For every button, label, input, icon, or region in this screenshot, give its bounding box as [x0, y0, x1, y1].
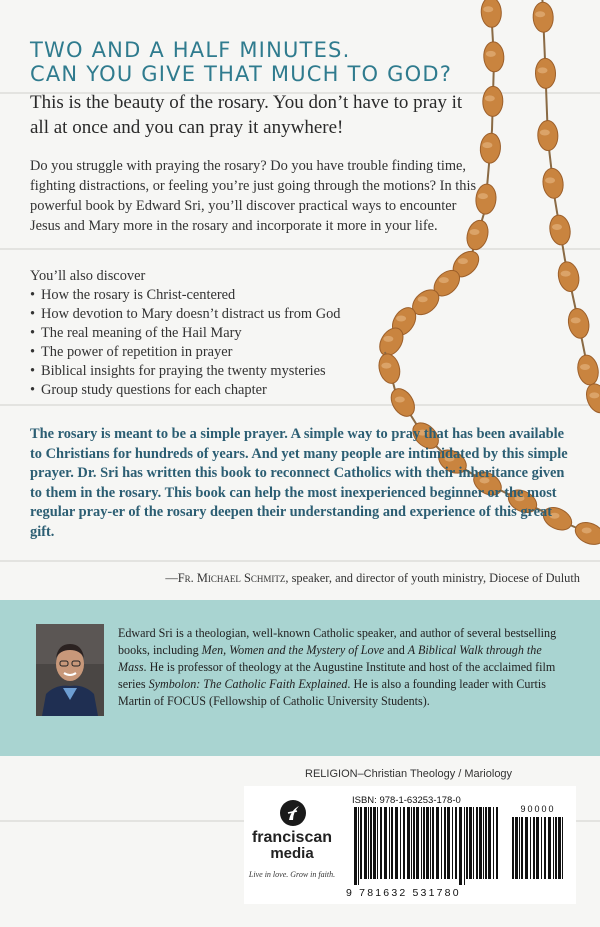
bio-text-3: . He is professor of theology at the Augustine Institute and host of the acclaimed film series	[118, 660, 556, 691]
rosary-bead	[483, 41, 505, 72]
price-barcode	[510, 817, 566, 887]
isbn-label: ISBN: 978-1-63253-178-0	[352, 795, 461, 806]
bio-text-2: and	[384, 643, 408, 657]
list-item: • How devotion to Mary doesn’t distract us from God	[30, 305, 450, 324]
bio-series-title: Symbolon: The Catholic Faith Explained	[148, 677, 348, 691]
price-code: 90000	[520, 804, 556, 814]
barcode-bar	[358, 807, 359, 885]
list-item: • The power of repetition in prayer	[30, 343, 450, 362]
barcode-bar	[389, 807, 390, 879]
rosary-bead	[533, 2, 554, 33]
rosary-bead-highlight	[589, 392, 599, 398]
barcode-bar	[555, 817, 557, 879]
barcode-bar	[377, 807, 378, 879]
barcode-bar	[380, 807, 382, 879]
endorsement-attribution	[120, 570, 580, 586]
barcode-bar	[512, 817, 514, 879]
rosary-bead-highlight	[538, 67, 548, 73]
barcode-bar	[464, 807, 465, 885]
rosary-bead	[556, 260, 582, 294]
endorser-role: , speaker, and director of youth ministry, Diocese of Duluth	[285, 571, 580, 585]
barcode-bar	[548, 817, 551, 879]
barcode-bar	[364, 807, 367, 879]
rosary-bead-highlight	[571, 317, 581, 323]
author-photo	[36, 624, 104, 716]
isbn-barcode	[352, 807, 502, 887]
barcode-bar	[432, 807, 434, 879]
barcode-bar	[444, 807, 446, 879]
barcode-bar	[354, 807, 357, 885]
rosary-bead	[480, 0, 502, 28]
barcode-bar	[485, 807, 487, 879]
publisher-logo	[244, 786, 340, 904]
headline	[30, 38, 470, 86]
barcode-bar	[544, 817, 546, 879]
rosary-bead	[535, 58, 556, 89]
isbn-digits: 9 781632 531780	[346, 887, 461, 899]
barcode-bar	[469, 807, 472, 879]
barcode-bar	[525, 817, 528, 879]
rosary-bead-highlight	[458, 258, 468, 264]
barcode-bar	[521, 817, 523, 879]
barcode-bar	[407, 807, 410, 879]
barcode-box	[244, 786, 576, 904]
barcode-bar	[488, 807, 491, 879]
rosary-bead-highlight	[482, 142, 492, 148]
rosary-bead	[566, 307, 591, 340]
rosary-bead-highlight	[580, 364, 590, 370]
barcode-bar	[476, 807, 478, 879]
list-item: • The real meaning of the Hail Mary	[30, 324, 450, 343]
discover-heading: You’ll also discover	[30, 268, 146, 284]
bio-text-1: Edward Sri is a theologian, well-known Catholic speaker, and author of several bestselling books, including	[118, 626, 557, 657]
barcode-bar	[421, 807, 422, 879]
barcode-bar	[447, 807, 450, 879]
barcode-bar	[384, 807, 387, 879]
rosary-bead-highlight	[485, 95, 495, 101]
barcode-bar	[459, 807, 462, 885]
rosary-bead	[582, 381, 600, 416]
publisher-tagline: Live in love. Grow in faith.	[248, 870, 336, 879]
barcode-bar	[413, 807, 415, 879]
intro-paragraph: Do you struggle with praying the rosary? Do you have trouble finding time, fighting distractions, or feeling you’re just going through the motions? In this powerful book by Edward Sri, you’ll discover practical ways to encounter Jesus and Mary more in the rosary and incorporate it more in your life.	[30, 158, 477, 234]
endorser-name: Fr. Michael Schmitz	[177, 571, 286, 585]
rosary-bead	[575, 353, 600, 386]
barcode-bar	[530, 817, 531, 879]
rosary-bead-highlight	[582, 527, 592, 533]
rosary-bead	[572, 518, 600, 548]
barcode-bar	[558, 817, 561, 879]
rosary-bead-highlight	[535, 11, 545, 17]
barcode-bar	[441, 807, 442, 879]
barcode-bar	[411, 807, 412, 879]
rosary-bead-highlight	[552, 224, 562, 230]
barcode-bar	[483, 807, 484, 879]
list-item: • Biblical insights for praying the twenty mysteries	[30, 362, 450, 381]
barcode-bar	[493, 807, 494, 879]
publisher-name: franciscan	[251, 829, 333, 846]
barcode-bar	[455, 807, 457, 879]
attribution-dash: —	[165, 571, 178, 585]
barcode-bar	[395, 807, 398, 879]
barcode-bar	[515, 817, 518, 879]
discover-section	[30, 267, 450, 400]
headline-line-2: CAN YOU GIVE THAT MUCH TO GOD?	[30, 62, 453, 86]
rosary-bead-highlight	[545, 177, 555, 183]
bio-text-4: . He is also a founding leader with Curtis Martin of FOCUS (Fellowship of Catholic University Students).	[118, 677, 546, 708]
barcode-bar	[562, 817, 563, 879]
barcode-bar	[452, 807, 453, 879]
barcode-bar	[519, 817, 520, 879]
barcode-bar	[400, 807, 401, 879]
discover-list	[30, 286, 450, 400]
barcode-bar	[403, 807, 405, 879]
barcode-bar	[533, 817, 535, 879]
category-label: RELIGION–Christian Theology / Mariology	[305, 768, 513, 780]
barcode-bar	[541, 817, 542, 879]
bio-book-title-2: A Biblical Walk through the Mass	[118, 643, 542, 674]
barcode-bar	[436, 807, 439, 879]
barcode-bar	[473, 807, 474, 879]
barcode-bar	[416, 807, 419, 879]
barcode-bar	[360, 807, 362, 879]
publisher-logo-icon	[280, 800, 306, 826]
rosary-bead-highlight	[483, 6, 493, 12]
rosary-bead-highlight	[561, 271, 571, 277]
list-item: • How the rosary is Christ-centered	[30, 286, 450, 305]
barcode-bar	[426, 807, 429, 879]
author-bio-text	[118, 625, 573, 710]
barcode-bar	[553, 817, 554, 879]
bio-book-title-1: Men, Women and the Mystery of Love	[201, 643, 385, 657]
author-bio-band	[0, 600, 600, 756]
rosary-bead	[548, 214, 573, 247]
barcode-bar	[368, 807, 369, 879]
barcode-bar	[430, 807, 431, 879]
barcode-bar	[479, 807, 482, 879]
barcode-bar	[466, 807, 468, 879]
barcode-bar	[373, 807, 376, 879]
barcode-bar	[496, 807, 498, 879]
barcode-bar	[391, 807, 393, 879]
list-item: • Group study questions for each chapter	[30, 381, 450, 400]
barcode-bar	[370, 807, 372, 879]
subheadline: This is the beauty of the rosary. You don’t have to pray it all at once and you can pray it anywhere!	[30, 92, 463, 138]
rosary-bead	[537, 120, 558, 151]
rosary-bead-highlight	[540, 130, 550, 136]
barcode-bar	[536, 817, 539, 879]
rosary-bead	[541, 167, 564, 199]
endorsement-quote: The rosary is meant to be a simple prayer. A simple way to pray that has been available to Christians for hundreds of years. And yet many people are intimidated by this simple prayer. Dr. Sri has written this book to reconnect Catholics with their inheritance given to them in the rosary. This book can help the most inexperienced beginner or the most regular pray-er of the rosary deepen their understanding and experience of this great gift.	[30, 426, 568, 540]
rosary-bead-highlight	[486, 51, 496, 57]
barcode-bar	[423, 807, 425, 879]
publisher-media: media	[270, 845, 314, 862]
rosary-bead	[482, 86, 503, 117]
headline-line-1: TWO AND A HALF MINUTES.	[30, 38, 351, 62]
